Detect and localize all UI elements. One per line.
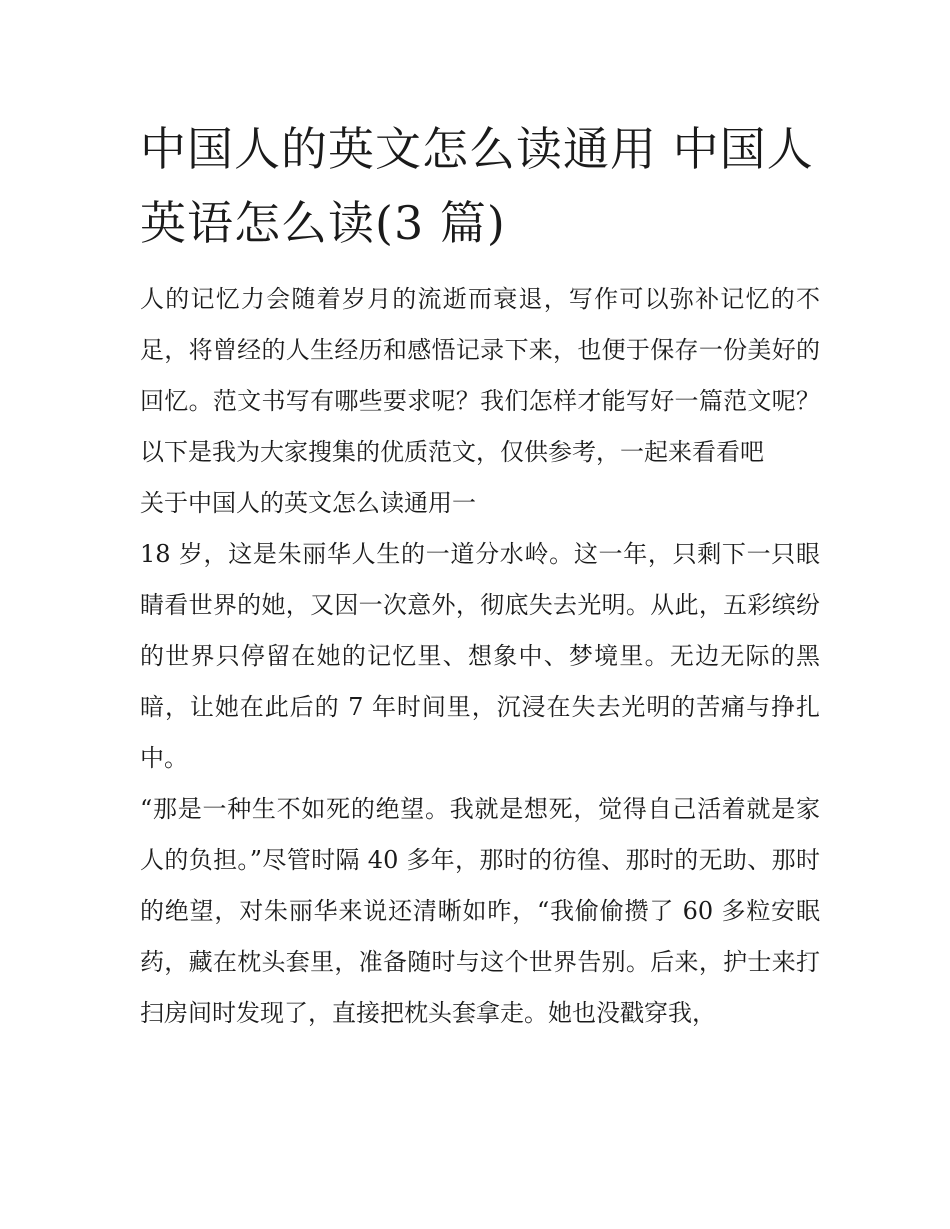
section-heading: 关于中国人的英文怎么读通用一 — [140, 489, 476, 517]
intro-paragraph: 人的记忆力会随着岁月的流逝而衰退，写作可以弥补记忆的不足，将曾经的人生经历和感悟记录下来，也便于保存一份美好的回忆。范文书写有哪些要求呢？我们怎样才能写好一篇范文呢？以下是我为大家搜集的优质范文，仅供参考，一起来看看吧 — [140, 285, 820, 466]
document-page — [140, 112, 820, 1039]
document-title: 中国人的英文怎么读通用 中国人英语怎么读(3 篇) — [140, 122, 814, 250]
body-paragraph-1: 18 岁，这是朱丽华人生的一道分水岭。这一年，只剩下一只眼睛看世界的她，又因一次意外，彻底失去光明。从此，五彩缤纷的世界只停留在她的记忆里、想象中、梦境里。无边无际的黑暗，让她在此后的 7 年时间里，沉浸在失去光明的苦痛与挣扎中。 — [140, 540, 820, 772]
body-paragraph-2: “那是一种生不如死的绝望。我就是想死，觉得自己活着就是家人的负担。”尽管时隔 40 多年，那时的彷徨、那时的无助、那时的绝望，对朱丽华来说还清晰如昨，“我偷偷攒了 60 多粒安眠药，藏在枕头套里，准备随时与这个世界告别。后来，护士来打扫房间时发现了，直接把枕头套拿走。她也没戳穿我， — [140, 795, 820, 1027]
